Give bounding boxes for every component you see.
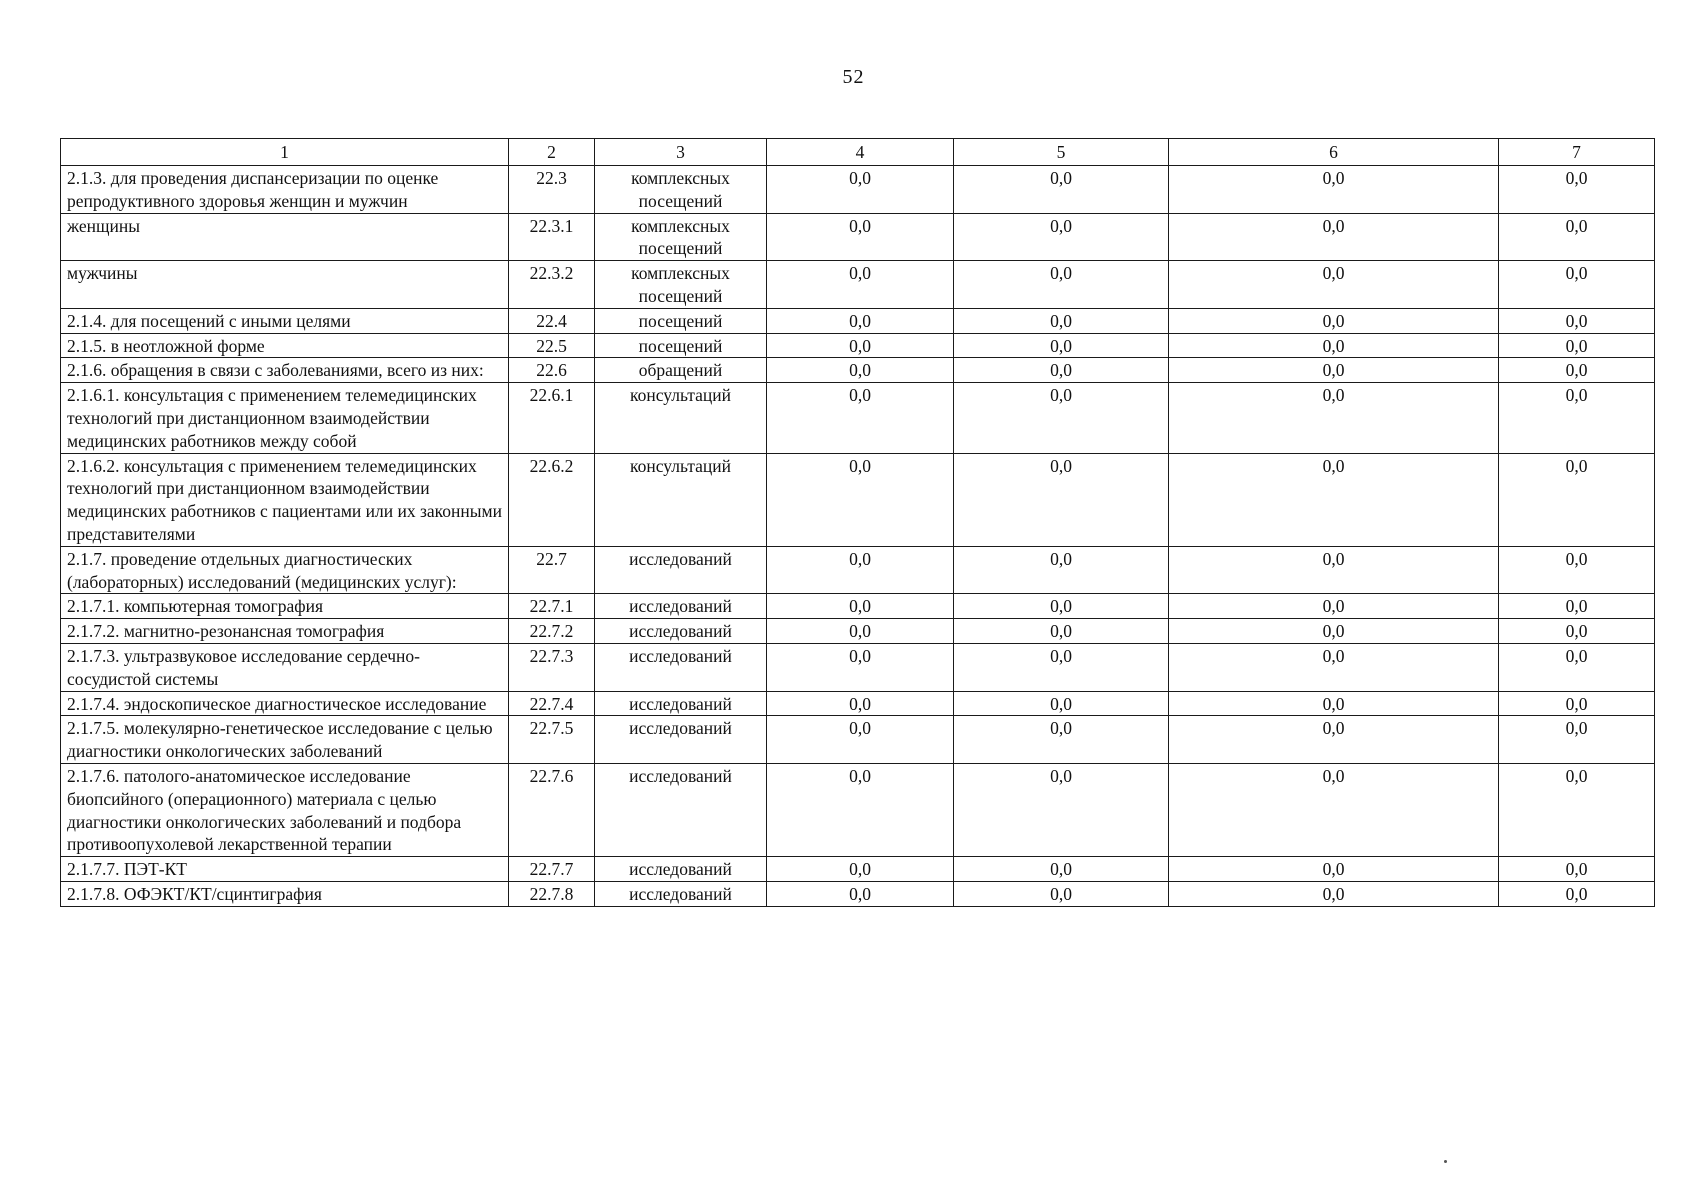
row-value-col4: 0,0	[767, 308, 954, 333]
row-code-cell: 22.7.6	[509, 763, 595, 856]
row-value-col5: 0,0	[954, 716, 1169, 764]
table-row	[61, 383, 1655, 453]
row-value-col7: 0,0	[1499, 383, 1655, 453]
row-unit-cell: посещений	[595, 333, 767, 358]
row-code-cell: 22.7.1	[509, 594, 595, 619]
row-unit-cell: комплексных посещений	[595, 166, 767, 214]
row-value-col4: 0,0	[767, 166, 954, 214]
row-value-col6: 0,0	[1169, 594, 1499, 619]
row-code-cell: 22.6.2	[509, 453, 595, 546]
row-value-col4: 0,0	[767, 619, 954, 644]
row-value-col4: 0,0	[767, 333, 954, 358]
row-value-col6: 0,0	[1169, 691, 1499, 716]
row-value-col7: 0,0	[1499, 691, 1655, 716]
row-value-col6: 0,0	[1169, 383, 1499, 453]
row-value-col4: 0,0	[767, 261, 954, 309]
row-code-cell: 22.5	[509, 333, 595, 358]
row-value-col7: 0,0	[1499, 857, 1655, 882]
row-value-col5: 0,0	[954, 333, 1169, 358]
table-row	[61, 453, 1655, 546]
row-value-col4: 0,0	[767, 453, 954, 546]
row-value-col7: 0,0	[1499, 308, 1655, 333]
row-value-col6: 0,0	[1169, 546, 1499, 594]
row-unit-cell: исследований	[595, 619, 767, 644]
table-row	[61, 213, 1655, 261]
row-unit-cell: исследований	[595, 881, 767, 906]
row-code-cell: 22.7.2	[509, 619, 595, 644]
row-unit-cell: комплексных посещений	[595, 213, 767, 261]
row-unit-cell: посещений	[595, 308, 767, 333]
row-name-cell: 2.1.6.2. консультация с применением телемедицинских технологий при дистанционном взаимодействии медицинских работников с пациентами или их законными представителями	[61, 453, 509, 546]
row-code-cell: 22.7	[509, 546, 595, 594]
row-value-col6: 0,0	[1169, 333, 1499, 358]
table-row	[61, 166, 1655, 214]
column-header-5: 5	[954, 139, 1169, 166]
row-value-col6: 0,0	[1169, 763, 1499, 856]
table-body	[61, 166, 1655, 907]
row-unit-cell: консультаций	[595, 453, 767, 546]
row-value-col5: 0,0	[954, 213, 1169, 261]
row-name-cell: 2.1.7.3. ультразвуковое исследование сердечно-сосудистой системы	[61, 643, 509, 691]
row-value-col6: 0,0	[1169, 358, 1499, 383]
row-name-cell: 2.1.7. проведение отдельных диагностических (лабораторных) исследований (медицинских услуг):	[61, 546, 509, 594]
row-value-col5: 0,0	[954, 619, 1169, 644]
row-unit-cell: исследований	[595, 857, 767, 882]
row-unit-cell: исследований	[595, 546, 767, 594]
header-row	[61, 139, 1655, 166]
row-value-col7: 0,0	[1499, 453, 1655, 546]
row-value-col4: 0,0	[767, 213, 954, 261]
row-name-cell: 2.1.7.6. патолого-анатомическое исследование биопсийного (операционного) материала с целью диагностики онкологических заболеваний и подбора противоопухолевой лекарственной терапии	[61, 763, 509, 856]
row-value-col5: 0,0	[954, 453, 1169, 546]
table-row	[61, 308, 1655, 333]
table-row	[61, 881, 1655, 906]
row-value-col7: 0,0	[1499, 643, 1655, 691]
row-value-col4: 0,0	[767, 763, 954, 856]
row-value-col6: 0,0	[1169, 857, 1499, 882]
row-name-cell: женщины	[61, 213, 509, 261]
column-header-2: 2	[509, 139, 595, 166]
row-value-col7: 0,0	[1499, 881, 1655, 906]
row-name-cell: 2.1.3. для проведения диспансеризации по оценке репродуктивного здоровья женщин и мужчин	[61, 166, 509, 214]
column-header-3: 3	[595, 139, 767, 166]
row-code-cell: 22.3.1	[509, 213, 595, 261]
row-value-col5: 0,0	[954, 881, 1169, 906]
row-unit-cell: консультаций	[595, 383, 767, 453]
table-row	[61, 691, 1655, 716]
row-value-col6: 0,0	[1169, 261, 1499, 309]
table-row	[61, 594, 1655, 619]
row-value-col4: 0,0	[767, 358, 954, 383]
row-value-col6: 0,0	[1169, 213, 1499, 261]
row-value-col5: 0,0	[954, 643, 1169, 691]
row-unit-cell: комплексных посещений	[595, 261, 767, 309]
row-value-col7: 0,0	[1499, 166, 1655, 214]
table-row	[61, 546, 1655, 594]
row-value-col5: 0,0	[954, 358, 1169, 383]
row-name-cell: 2.1.7.2. магнитно-резонансная томография	[61, 619, 509, 644]
column-header-7: 7	[1499, 139, 1655, 166]
row-unit-cell: исследований	[595, 716, 767, 764]
column-header-6: 6	[1169, 139, 1499, 166]
table-row	[61, 619, 1655, 644]
row-code-cell: 22.7.8	[509, 881, 595, 906]
row-code-cell: 22.3	[509, 166, 595, 214]
row-code-cell: 22.7.4	[509, 691, 595, 716]
row-value-col4: 0,0	[767, 383, 954, 453]
table-row	[61, 643, 1655, 691]
row-value-col5: 0,0	[954, 691, 1169, 716]
row-value-col5: 0,0	[954, 594, 1169, 619]
row-value-col4: 0,0	[767, 716, 954, 764]
row-unit-cell: исследований	[595, 594, 767, 619]
row-name-cell: 2.1.7.8. ОФЭКТ/КТ/сцинтиграфия	[61, 881, 509, 906]
row-value-col7: 0,0	[1499, 358, 1655, 383]
row-value-col7: 0,0	[1499, 763, 1655, 856]
row-value-col5: 0,0	[954, 308, 1169, 333]
row-value-col6: 0,0	[1169, 308, 1499, 333]
row-value-col5: 0,0	[954, 166, 1169, 214]
row-code-cell: 22.7.7	[509, 857, 595, 882]
table-row	[61, 333, 1655, 358]
row-value-col4: 0,0	[767, 594, 954, 619]
row-value-col7: 0,0	[1499, 546, 1655, 594]
row-name-cell: 2.1.6. обращения в связи с заболеваниями, всего из них:	[61, 358, 509, 383]
row-value-col6: 0,0	[1169, 166, 1499, 214]
row-value-col4: 0,0	[767, 857, 954, 882]
row-value-col5: 0,0	[954, 383, 1169, 453]
row-code-cell: 22.7.5	[509, 716, 595, 764]
table-row	[61, 763, 1655, 856]
row-code-cell: 22.6.1	[509, 383, 595, 453]
column-header-4: 4	[767, 139, 954, 166]
row-value-col7: 0,0	[1499, 716, 1655, 764]
row-name-cell: 2.1.7.5. молекулярно-генетическое исследование с целью диагностики онкологических заболеваний	[61, 716, 509, 764]
row-value-col7: 0,0	[1499, 333, 1655, 358]
row-name-cell: 2.1.7.4. эндоскопическое диагностическое исследование	[61, 691, 509, 716]
row-value-col7: 0,0	[1499, 261, 1655, 309]
row-value-col7: 0,0	[1499, 619, 1655, 644]
row-value-col4: 0,0	[767, 643, 954, 691]
row-value-col4: 0,0	[767, 546, 954, 594]
row-unit-cell: исследований	[595, 643, 767, 691]
row-value-col6: 0,0	[1169, 619, 1499, 644]
row-unit-cell: исследований	[595, 691, 767, 716]
column-header-1: 1	[61, 139, 509, 166]
row-name-cell: 2.1.6.1. консультация с применением телемедицинских технологий при дистанционном взаимодействии медицинских работников между собой	[61, 383, 509, 453]
row-value-col7: 0,0	[1499, 594, 1655, 619]
row-value-col4: 0,0	[767, 691, 954, 716]
row-code-cell: 22.6	[509, 358, 595, 383]
row-code-cell: 22.3.2	[509, 261, 595, 309]
row-value-col6: 0,0	[1169, 453, 1499, 546]
row-value-col5: 0,0	[954, 261, 1169, 309]
row-unit-cell: обращений	[595, 358, 767, 383]
row-value-col5: 0,0	[954, 546, 1169, 594]
row-value-col6: 0,0	[1169, 643, 1499, 691]
row-value-col5: 0,0	[954, 857, 1169, 882]
table-header	[61, 139, 1655, 166]
table-row	[61, 857, 1655, 882]
row-unit-cell: исследований	[595, 763, 767, 856]
row-name-cell: 2.1.4. для посещений с иными целями	[61, 308, 509, 333]
row-value-col7: 0,0	[1499, 213, 1655, 261]
table-row	[61, 716, 1655, 764]
row-value-col5: 0,0	[954, 763, 1169, 856]
table-row	[61, 358, 1655, 383]
row-name-cell: мужчины	[61, 261, 509, 309]
row-value-col6: 0,0	[1169, 716, 1499, 764]
page-number: 52	[842, 66, 865, 88]
row-value-col4: 0,0	[767, 881, 954, 906]
report-table	[60, 138, 1655, 907]
row-code-cell: 22.7.3	[509, 643, 595, 691]
row-code-cell: 22.4	[509, 308, 595, 333]
row-value-col6: 0,0	[1169, 881, 1499, 906]
table-row	[61, 261, 1655, 309]
row-name-cell: 2.1.7.1. компьютерная томография	[61, 594, 509, 619]
row-name-cell: 2.1.7.7. ПЭТ-КТ	[61, 857, 509, 882]
scan-speck	[1444, 1160, 1447, 1163]
row-name-cell: 2.1.5. в неотложной форме	[61, 333, 509, 358]
